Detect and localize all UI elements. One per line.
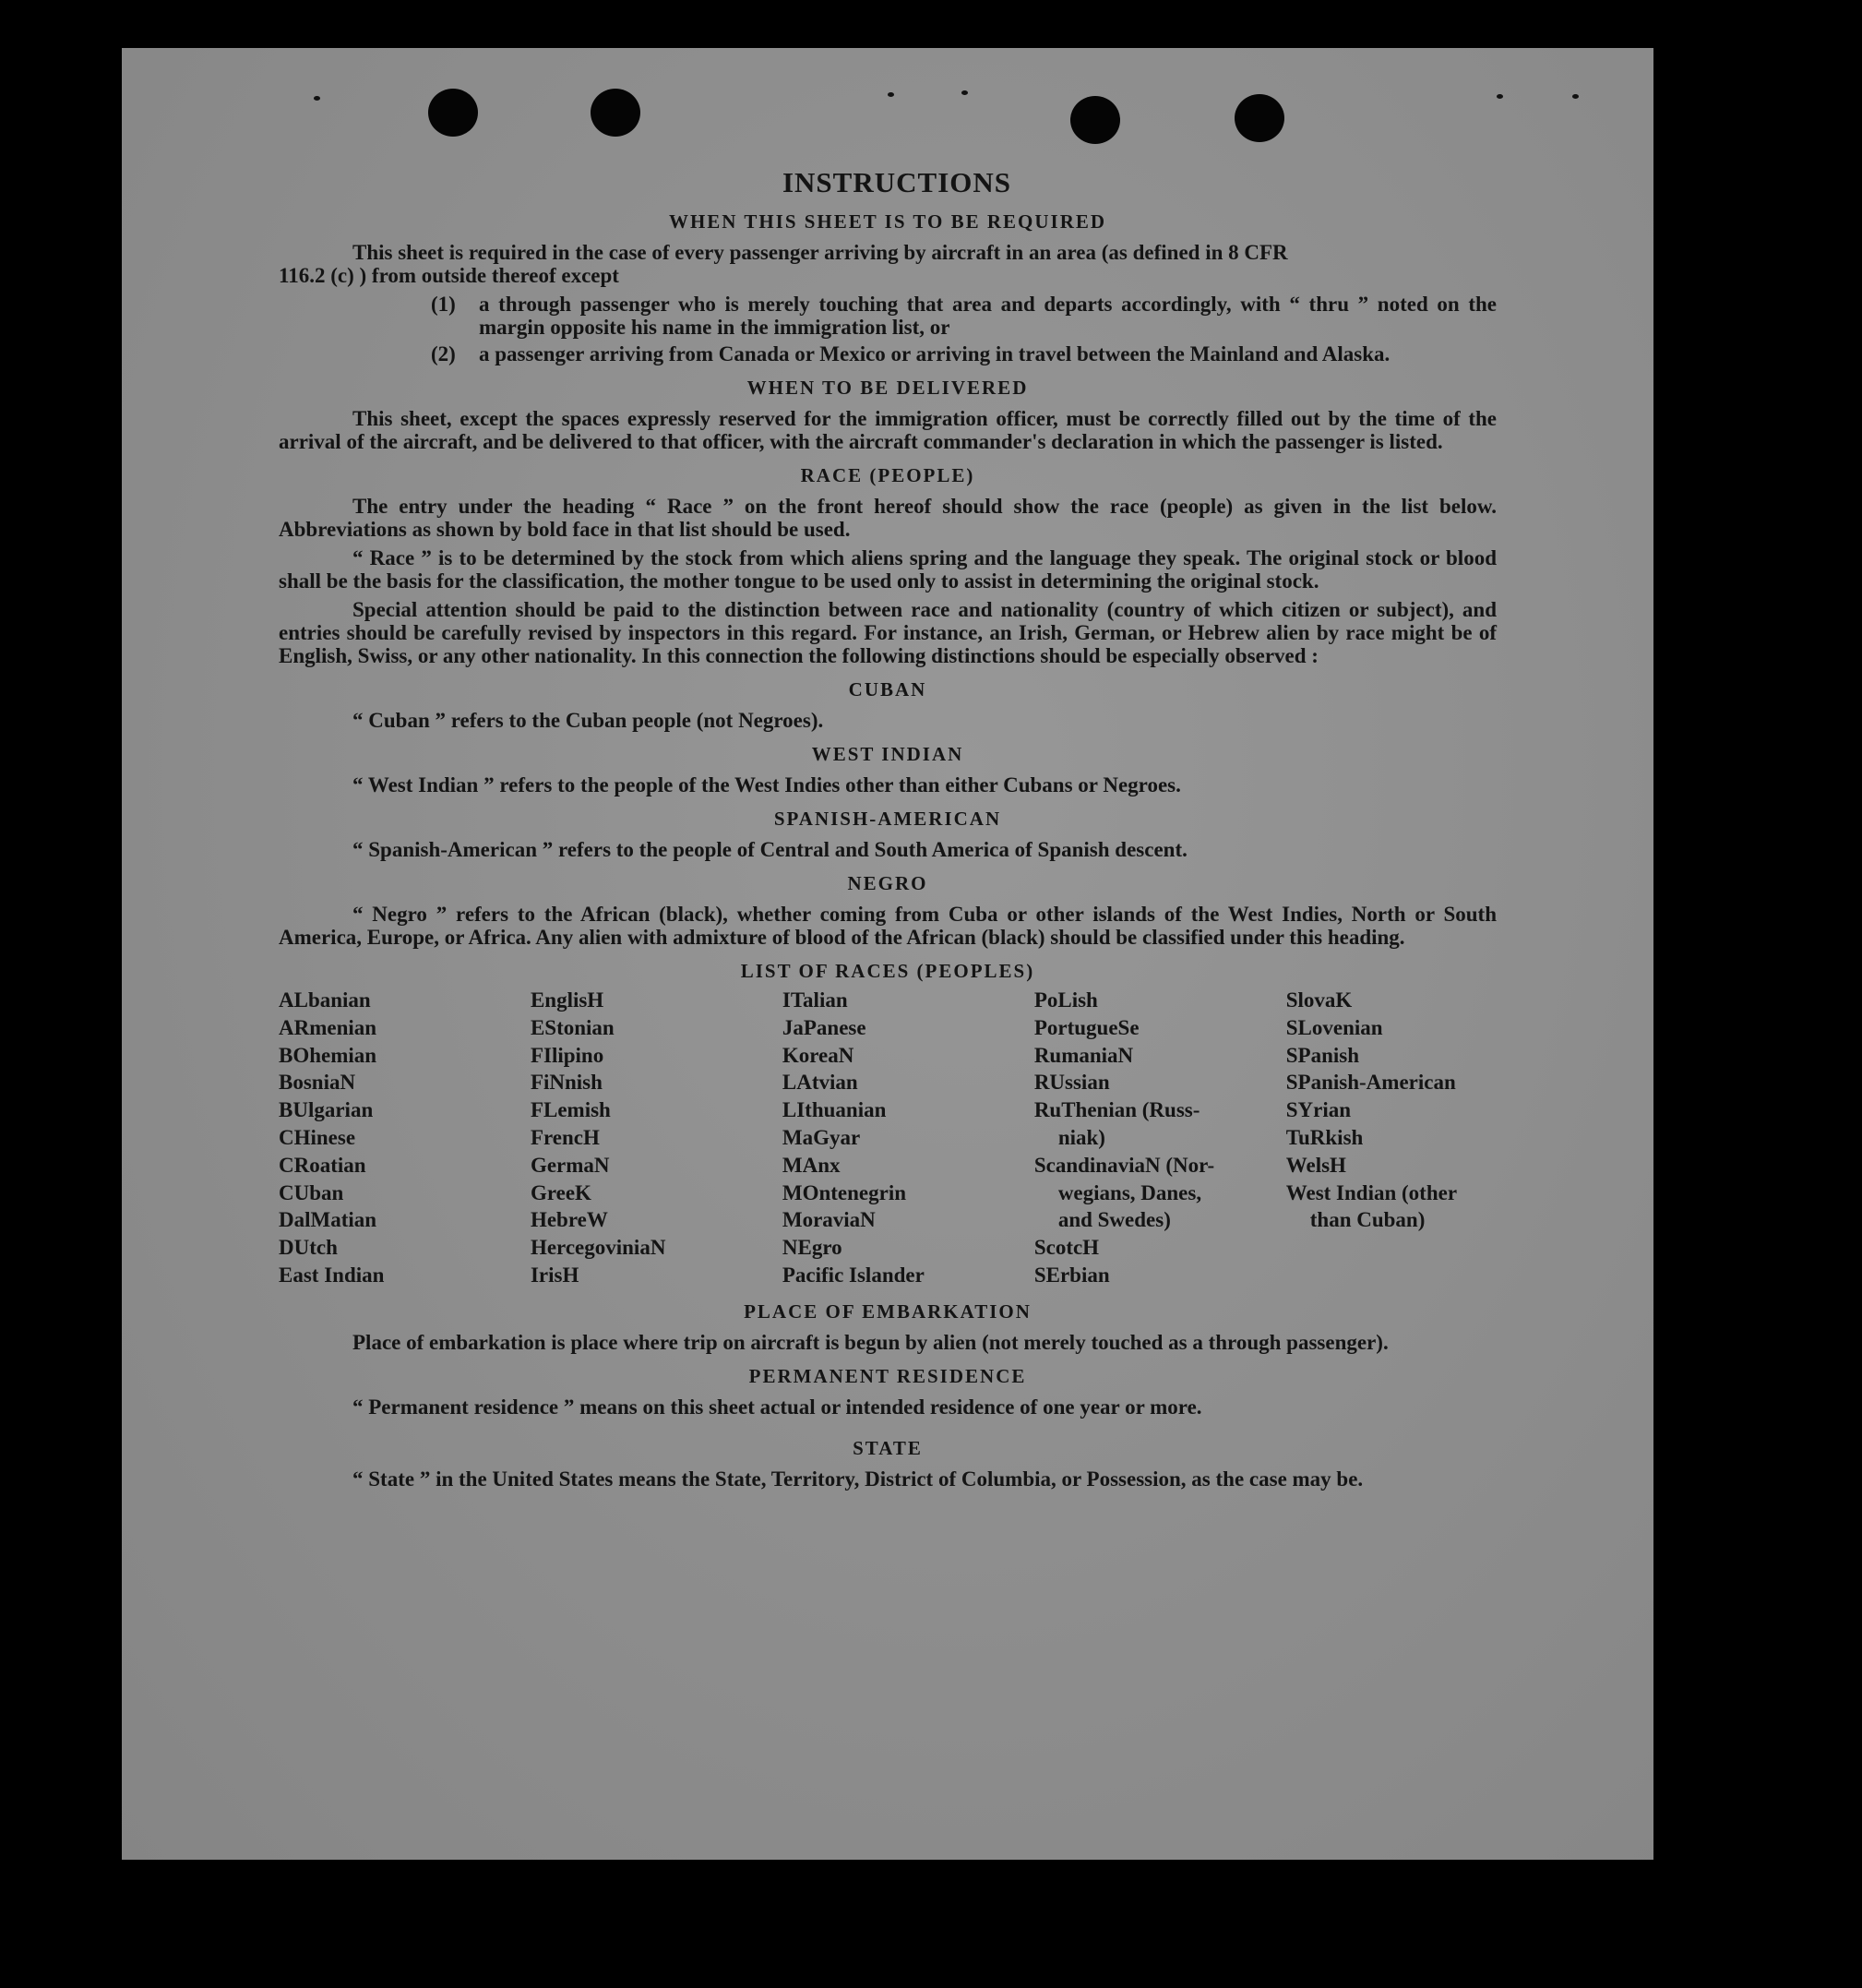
delivered-text: This sheet, except the spaces expressly reserved for the immigration officer, must be correctly filled out by the time of the arrival of the aircraft, and be delivered to that officer, with the aircraft commander's declaration in which the passenger is listed. [279,407,1497,453]
race-column [531,987,782,1289]
race-column [1034,987,1286,1289]
race-entry: niak) [1057,1125,1105,1149]
race-entry: FrencH [530,1125,600,1149]
race-entry: FLemish [530,1098,611,1122]
race-entry: SlovaK [1285,988,1353,1012]
race-entry: CHinese [279,1125,356,1149]
speck [314,96,320,101]
race-entry: HebreW [530,1208,608,1232]
race-entry: SPanish [1285,1043,1360,1067]
race-entry: GermaN [530,1153,610,1177]
heading-permanent-residence: PERMANENT RESIDENCE [748,1364,1027,1387]
cuban-text: “ Cuban ” refers to the Cuban people (not Negroes). [352,709,824,732]
race-entry: JaPanese [782,1015,866,1039]
race-entry: EnglisH [530,988,604,1012]
race-entry: ARmenian [279,1015,377,1039]
race-entry: FiNnish [530,1071,603,1095]
race-entry: IrisH [530,1263,579,1287]
page-title: INSTRUCTIONS [782,166,1011,198]
race-entry: wegians, Danes, [1057,1180,1202,1204]
punch-hole [428,89,478,137]
race-entry: MOntenegrin [782,1180,907,1204]
race-entry: ScotcH [1033,1236,1100,1260]
race-entry: GreeK [530,1180,591,1204]
punch-hole [591,89,640,137]
race-entry: KoreaN [782,1043,854,1067]
heading-list-of-races: LIST OF RACES (PEOPLES) [740,960,1035,982]
required-intro-line-1: This sheet is required in the case of every passenger arriving by aircraft in an area (as defined in 8 CFR [352,241,1288,264]
race-entry: MAnx [782,1153,841,1177]
speck [1497,94,1503,99]
race-paragraph-3: Special attention should be paid to the distinction between race and nationality (country of which citizen or subject), and entries should be carefully revised by inspectors in this regard. For instance, an Irish, German, or Hebrew alien by race might be of English, Swiss, or any other nationality. In this connection the following distinctions should be especially observed : [279,598,1497,667]
required-intro-line-2: 116.2 (c) ) from outside thereof except [279,264,619,287]
race-entry: than Cuban) [1309,1208,1426,1232]
item-text: a through passenger who is merely touching that area and departs accordingly, with “ thru ” noted on the margin opposite his name in the immigration list, or [479,293,1497,339]
race-list [279,987,1497,1289]
race-entry: BUlgarian [279,1098,374,1122]
race-column [782,987,1034,1289]
race-entry: LIthuanian [782,1098,887,1122]
race-entry: BosniaN [279,1071,356,1095]
race-entry: TuRkish [1285,1125,1364,1149]
race-entry: FIlipino [530,1043,604,1067]
race-entry: RumaniaN [1033,1043,1134,1067]
race-paragraph-2: “ Race ” is to be determined by the stock from which aliens spring and the language they speak. The original stock or blood shall be the basis for the classification, the mother tongue to be used only to assist in determining the original stock. [279,546,1497,593]
item-number: (1) [431,293,456,316]
race-entry: RUssian [1033,1071,1110,1095]
race-entry: NEgro [782,1236,842,1260]
race-entry: CRoatian [279,1153,366,1177]
race-entry: DalMatian [279,1208,377,1232]
speck [1572,94,1579,99]
race-entry: PortugueSe [1033,1015,1140,1039]
item-text: a passenger arriving from Canada or Mexico or arriving in travel between the Mainland and Alaska. [479,342,1391,365]
heading-delivered: WHEN TO BE DELIVERED [746,377,1029,399]
race-entry: MoraviaN [782,1208,876,1232]
embarkation-text: Place of embarkation is place where trip on aircraft is begun by alien (not merely touched as a through passenger). [352,1330,1389,1354]
race-entry: ALbanian [279,988,371,1012]
heading-state: STATE [853,1436,923,1459]
race-paragraph-1: The entry under the heading “ Race ” on the front hereof should show the race (people) as given in the list below. Abbreviations as shown by bold face in that list should be used. [279,495,1497,541]
punch-hole [1235,94,1284,142]
race-entry: BOhemian [279,1043,377,1067]
race-column [1286,987,1497,1289]
west-indian-text: “ West Indian ” refers to the people of the West Indies other than either Cubans or Negroes. [352,773,1181,796]
race-entry: WelsH [1285,1153,1346,1177]
heading-race: RACE (PEOPLE) [800,464,975,486]
race-column [279,987,531,1289]
speck [961,90,968,95]
document-content [279,166,1497,1496]
speck [888,92,894,97]
race-entry: SErbian [1033,1263,1110,1287]
race-entry: SYrian [1285,1098,1352,1122]
race-entry: LAtvian [782,1071,858,1095]
heading-required: WHEN THIS SHEET IS TO BE REQUIRED [668,210,1107,233]
race-entry: and Swedes) [1057,1208,1171,1232]
race-entry: HercegoviniaN [530,1236,666,1260]
race-entry: ScandinaviaN (Nor- [1033,1153,1215,1177]
race-entry: ITalian [782,988,848,1012]
list-item [279,342,1497,365]
spanish-american-text: “ Spanish-American ” refers to the people of Central and South America of Spanish descent. [352,838,1188,861]
race-entry: MaGyar [782,1125,861,1149]
punch-hole [1070,96,1120,144]
list-item [279,293,1497,339]
heading-spanish-american: SPANISH-AMERICAN [773,808,1002,830]
race-entry: DUtch [279,1236,338,1260]
race-entry: East Indian [279,1263,385,1287]
residence-text: “ Permanent residence ” means on this sheet actual or intended residence of one year or more. [352,1395,1202,1419]
race-entry: EStonian [530,1015,615,1039]
state-text: “ State ” in the United States means the State, Territory, District of Columbia, or Possession, as the case may be. [352,1467,1364,1491]
race-entry: Pacific Islander [782,1263,925,1287]
item-number: (2) [431,342,456,365]
heading-west-indian: WEST INDIAN [811,743,964,765]
race-entry: PoLish [1033,988,1098,1012]
heading-embarkation: PLACE OF EMBARKATION [744,1299,1032,1323]
heading-cuban: CUBAN [848,678,927,701]
race-entry: RuThenian (Russ- [1033,1098,1200,1122]
race-entry: SPanish-American [1285,1071,1456,1095]
race-entry: CUban [279,1180,344,1204]
heading-negro: NEGRO [847,872,928,894]
race-entry: SLovenian [1285,1015,1383,1039]
negro-text: “ Negro ” refers to the African (black), whether coming from Cuba or other islands of the West Indies, North or South America, Europe, or Africa. Any alien with admixture of blood of the African (black) should be classified under this heading. [279,903,1497,949]
race-entry: West Indian (other [1285,1180,1458,1204]
